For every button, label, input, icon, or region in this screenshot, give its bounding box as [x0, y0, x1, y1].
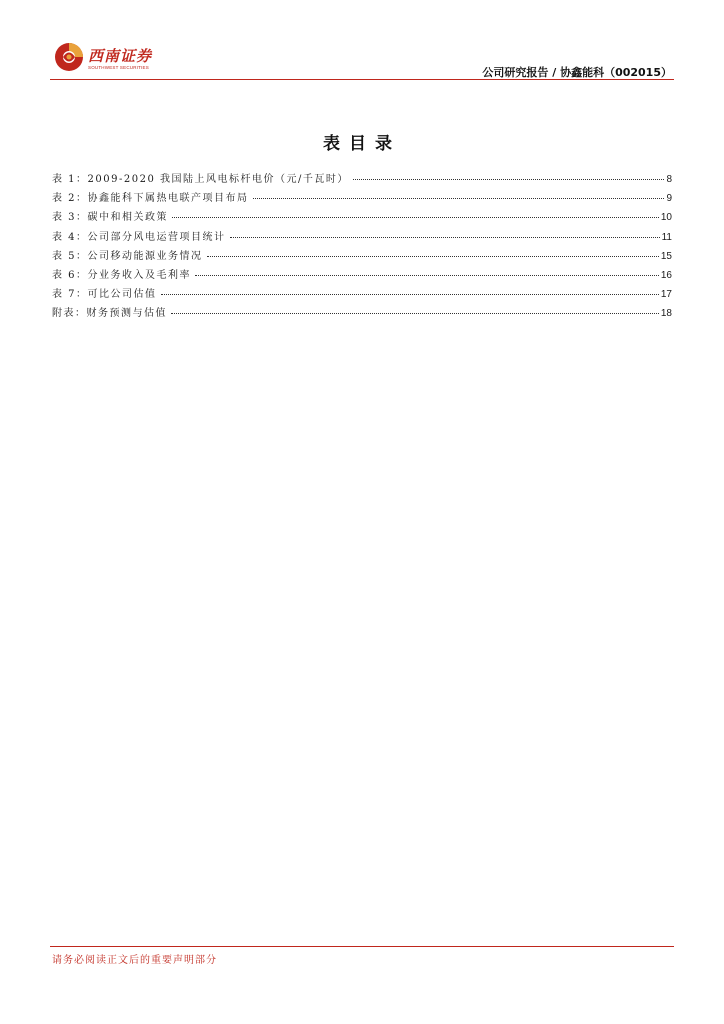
footer-disclaimer: 请务必阅读正文后的重要声明部分 [52, 955, 217, 966]
southwest-securities-logo-icon [54, 42, 84, 72]
toc-entry-page: 15 [660, 250, 672, 262]
toc-entry-label: 表 2：协鑫能科下属热电联产项目布局 [52, 193, 249, 205]
toc-entry[interactable] [52, 266, 672, 285]
toc-entry[interactable] [52, 285, 672, 304]
toc-entry-label: 附表：财务预测与估值 [52, 308, 167, 320]
toc-heading: 表目录 [323, 134, 401, 154]
toc-entry-page: 18 [660, 308, 672, 320]
footer-divider [50, 946, 674, 947]
toc-entry-page: 16 [660, 269, 672, 281]
toc-entry-label: 表 6：分业务收入及毛利率 [52, 269, 192, 281]
toc-entry[interactable] [52, 247, 672, 266]
table-of-contents [52, 170, 672, 324]
toc-entry-label: 表 4：公司部分风电运营项目统计 [52, 231, 226, 243]
toc-entry-page: 17 [660, 289, 672, 301]
toc-entry[interactable] [52, 228, 672, 247]
header-divider [50, 79, 674, 80]
page-header [50, 40, 674, 80]
toc-leader-dots [171, 313, 659, 314]
toc-leader-dots [253, 198, 665, 199]
toc-leader-dots [172, 217, 659, 218]
toc-leader-dots [230, 237, 660, 238]
logo-english-name: SOUTHWEST SECURITIES [88, 65, 149, 70]
toc-entry[interactable] [52, 304, 672, 323]
toc-entry-page: 8 [666, 174, 672, 185]
toc-entry-label: 表 1：2009-2020 我国陆上风电标杆电价（元/千瓦时） [52, 174, 349, 185]
report-title: 公司研究报告 / 协鑫能科（002015） [482, 66, 672, 79]
toc-entry[interactable] [52, 189, 672, 208]
toc-entry[interactable] [52, 170, 672, 189]
toc-leader-dots [353, 179, 665, 180]
logo-chinese-name: 西南证券 [88, 47, 153, 65]
toc-entry[interactable] [52, 208, 672, 227]
company-logo [54, 42, 204, 74]
toc-entry-label: 表 7：可比公司估值 [52, 289, 157, 301]
toc-entry-page: 11 [661, 231, 672, 243]
toc-entry-label: 表 3：碳中和相关政策 [52, 212, 169, 224]
toc-entry-label: 表 5：公司移动能源业务情况 [52, 250, 203, 262]
toc-leader-dots [207, 256, 659, 257]
toc-entry-page: 9 [666, 193, 672, 205]
toc-leader-dots [195, 275, 659, 276]
toc-entry-page: 10 [660, 212, 672, 224]
toc-leader-dots [161, 294, 659, 295]
